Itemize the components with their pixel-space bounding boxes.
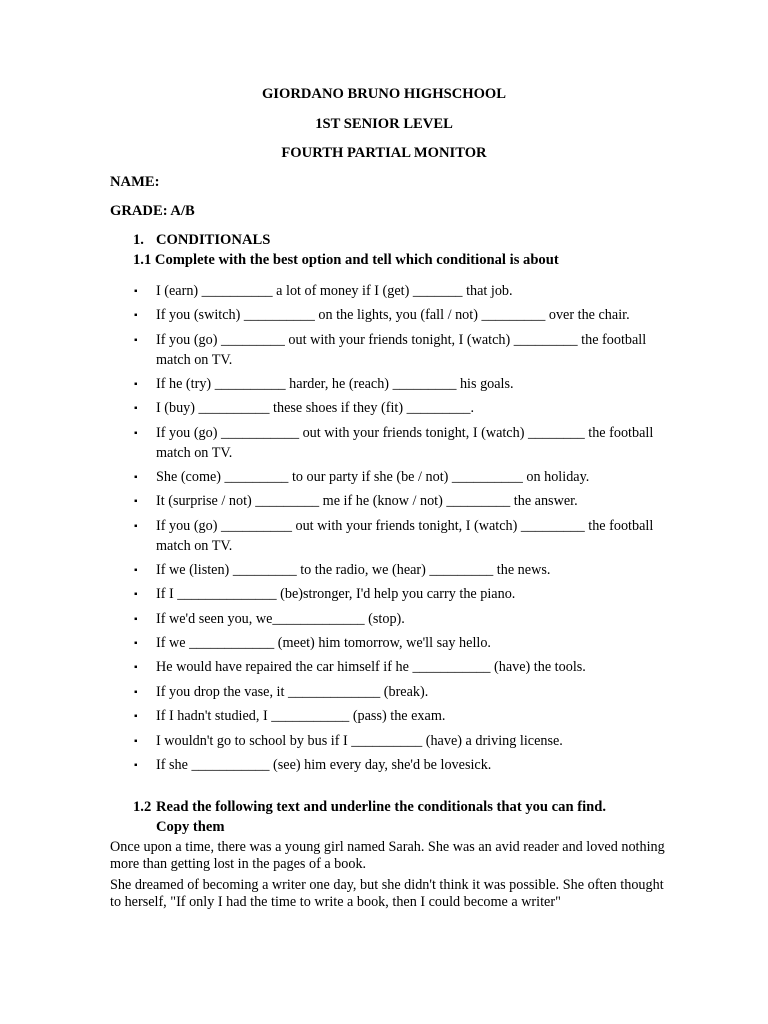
- exercise-item: [0, 756, 768, 776]
- exercise-item: [0, 306, 768, 326]
- bullet-icon: ▪: [134, 427, 138, 439]
- bullet-icon: ▪: [134, 760, 138, 772]
- bullet-icon: ▪: [134, 334, 138, 346]
- exercise-item: [0, 634, 768, 654]
- bullet-icon: ▪: [134, 735, 138, 747]
- exercise-text: If we ____________ (meet) him tomorrow, we'll say hello.: [156, 635, 491, 652]
- section-1-1-number: 1.1: [133, 252, 152, 268]
- grade-label: GRADE: A/B: [110, 203, 195, 219]
- exercise-item: [0, 561, 768, 581]
- section-1-1-heading: Complete with the best option and tell which conditional is about: [154, 252, 559, 268]
- exercise-text: If you drop the vase, it _____________ (break).: [156, 683, 429, 700]
- exercise-item: [0, 610, 768, 630]
- story-paragraph-2: She dreamed of becoming a writer one day, but she didn't think it was possible. She often thought to herself, "If only I had the time to write a book, then I could become a writer": [110, 877, 664, 910]
- name-label: NAME:: [110, 174, 160, 190]
- exercise-text: If I hadn't studied, I ___________ (pass) the exam.: [156, 708, 446, 725]
- exercise-text: It (surprise / not) _________ me if he (know / not) _________ the answer.: [156, 493, 578, 510]
- school-name: GIORDANO BRUNO HIGHSCHOOL: [261, 86, 507, 102]
- section-1-number: 1.: [133, 232, 144, 248]
- exercise-text: I (earn) __________ a lot of money if I (get) _______ that job.: [156, 283, 513, 299]
- exercise-item: [0, 375, 768, 395]
- section-1-heading: CONDITIONALS: [156, 232, 271, 248]
- exercise-item: [0, 707, 768, 727]
- exercise-item: [0, 399, 768, 419]
- section-1-1-title: [133, 250, 663, 270]
- section-1-2-number: 1.2: [133, 799, 152, 815]
- section-1-2-title: [133, 797, 663, 837]
- story-paragraph-1: Once upon a time, there was a young girl named Sarah. She was an avid reader and loved nothing more than getting lost in the pages of a book.: [110, 839, 665, 872]
- exercise-item: [0, 517, 768, 557]
- bullet-icon: ▪: [134, 310, 138, 322]
- exercise-text: I wouldn't go to school by bus if I __________ (have) a driving license.: [156, 732, 563, 749]
- bullet-icon: ▪: [134, 403, 138, 415]
- level-title: 1ST SENIOR LEVEL: [315, 116, 453, 132]
- section-1-2-heading-line1: Read the following text and underline the conditionals that you can find.: [156, 799, 607, 815]
- exercise-item: [0, 585, 768, 605]
- bullet-icon: ▪: [134, 711, 138, 723]
- bullet-icon: ▪: [134, 286, 138, 297]
- bullet-icon: ▪: [134, 471, 138, 483]
- exercise-text: If she ___________ (see) him every day, she'd be lovesick.: [156, 757, 492, 774]
- exam-title: FOURTH PARTIAL MONITOR: [281, 145, 487, 161]
- exercise-text: If I ______________ (be)stronger, I'd help you carry the piano.: [156, 586, 516, 603]
- exercise-item: [0, 468, 768, 488]
- exercise-text: If we (listen) _________ to the radio, we (hear) _________ the news.: [156, 561, 551, 578]
- section-1-title: [133, 232, 270, 249]
- exercise-item: [0, 492, 768, 512]
- exercise-item: [0, 282, 768, 302]
- exercise-text: He would have repaired the car himself if he ___________ (have) the tools.: [156, 659, 586, 676]
- bullet-icon: ▪: [134, 496, 138, 508]
- bullet-icon: ▪: [134, 564, 138, 576]
- exercise-item: [0, 331, 768, 371]
- exercise-text: If we'd seen you, we_____________ (stop).: [156, 610, 405, 627]
- section-1-2-heading-line2: Copy them: [156, 819, 225, 835]
- bullet-icon: ▪: [134, 686, 138, 698]
- bullet-icon: ▪: [134, 638, 138, 650]
- bullet-icon: ▪: [134, 378, 138, 390]
- exercise-item: [0, 424, 768, 464]
- exercise-text: If you (go) __________ out with your friends tonight, I (watch) _________ the football match on TV.: [156, 517, 654, 554]
- exercise-text: If you (switch) __________ on the lights, you (fall / not) _________ over the chair.: [156, 307, 630, 324]
- exercise-list: [0, 282, 768, 780]
- exercise-item: [0, 683, 768, 703]
- bullet-icon: ▪: [134, 662, 138, 674]
- bullet-icon: ▪: [134, 613, 138, 625]
- exercise-item: [0, 658, 768, 678]
- exercise-text: I (buy) __________ these shoes if they (fit) _________.: [156, 400, 474, 417]
- bullet-icon: ▪: [134, 520, 138, 532]
- exercise-text: If you (go) _________ out with your friends tonight, I (watch) _________ the football match on TV.: [156, 331, 647, 368]
- exercise-text: She (come) _________ to our party if she (be / not) __________ on holiday.: [156, 468, 590, 485]
- exercise-text: If he (try) __________ harder, he (reach) _________ his goals.: [156, 375, 514, 392]
- exercise-item: [0, 732, 768, 752]
- bullet-icon: ▪: [134, 589, 138, 601]
- exercise-text: If you (go) ___________ out with your friends tonight, I (watch) ________ the football match on TV.: [156, 424, 654, 461]
